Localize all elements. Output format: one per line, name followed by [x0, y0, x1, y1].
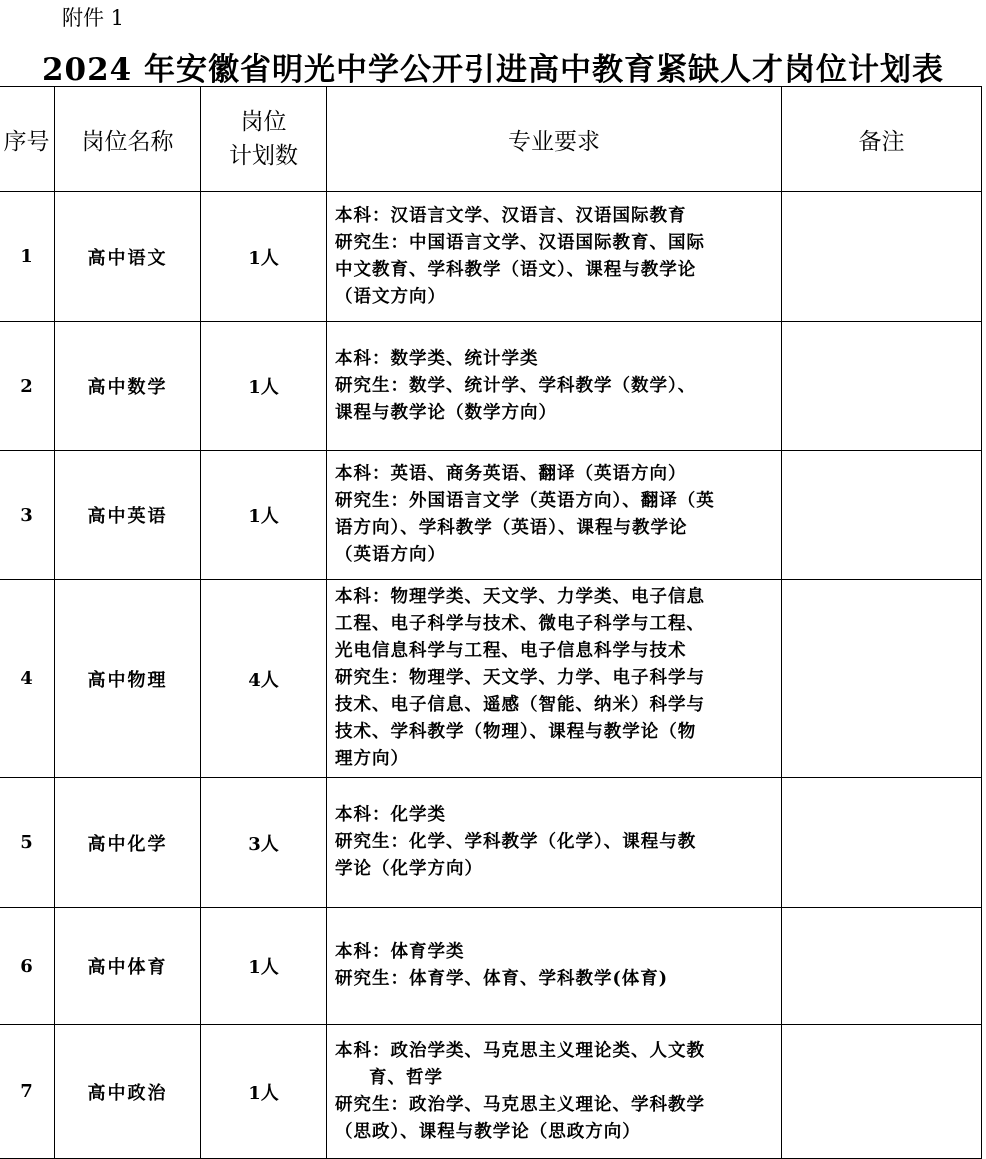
table-row: [0, 451, 982, 580]
row-post-name: 高中英语: [55, 451, 201, 580]
row-major-requirements: [327, 778, 782, 908]
requirement-line: （语文方向）: [335, 286, 446, 307]
row-no: 1: [0, 192, 55, 322]
document-title: 2024 年安徽省明光中学公开引进高中教育紧缺人才岗位计划表: [41, 52, 945, 88]
table-row: [0, 322, 982, 451]
row-no: 3: [0, 451, 55, 580]
row-major-requirements: [327, 192, 782, 322]
row-post-name: 高中体育: [55, 908, 201, 1025]
table-row: [0, 192, 982, 322]
requirement-line: 中文教育、学科教学（语文）、课程与教学论: [335, 259, 697, 280]
requirement-line: 课程与教学论（数学方向）: [335, 402, 557, 423]
row-post-name: 高中语文: [55, 192, 201, 322]
row-note: [782, 908, 982, 1025]
row-major-requirements: [327, 1025, 782, 1159]
row-note: [782, 778, 982, 908]
header-major-requirements: 专业要求: [327, 87, 782, 192]
requirement-line: 本科：化学类: [335, 805, 446, 825]
requirement-line: 技术、学科教学（物理）、课程与教学论（物: [335, 722, 697, 742]
requirement-line: 研究生：物理学、天文学、力学、电子科学与: [335, 668, 705, 688]
requirement-line: 育、哲学: [369, 1067, 443, 1088]
row-note: [782, 580, 982, 778]
header-post-name: 岗位名称: [55, 87, 201, 192]
row-note: [782, 1025, 982, 1159]
requirement-line: 光电信息科学与工程、电子信息科学与技术: [335, 641, 687, 661]
requirement-line: 研究生：化学、学科教学（化学）、课程与教: [335, 832, 697, 852]
row-plan-count: 1人: [201, 192, 327, 322]
requirement-line: （思政）、课程与教学论（思政方向）: [335, 1121, 641, 1142]
requirement-line: （英语方向）: [335, 545, 446, 565]
header-plan-count: [201, 87, 327, 192]
row-plan-count: 4人: [201, 580, 327, 778]
requirement-line: 本科：英语、商务英语、翻译（英语方向）: [335, 464, 687, 484]
requirement-line: 本科：体育学类: [335, 942, 465, 962]
requirement-line: 研究生：政治学、马克思主义理论、学科教学: [335, 1094, 705, 1115]
requirement-line: 语方向）、学科教学（英语）、课程与教学论: [335, 518, 688, 538]
row-major-requirements: [327, 451, 782, 580]
row-post-name: 高中物理: [55, 580, 201, 778]
requirement-line: 本科：政治学类、马克思主义理论类、人文教: [335, 1040, 705, 1061]
row-post-name: 高中政治: [55, 1025, 201, 1159]
row-note: [782, 192, 982, 322]
requirement-line: 工程、电子科学与技术、微电子科学与工程、: [335, 614, 705, 634]
row-no: 2: [0, 322, 55, 451]
table-row: [0, 908, 982, 1025]
requirement-line: 本科：汉语言文学、汉语言、汉语国际教育: [335, 205, 687, 226]
requirement-line: 研究生：外国语言文学（英语方向）、翻译（英: [335, 491, 715, 511]
table-row: [0, 778, 982, 908]
row-major-requirements: [327, 322, 782, 451]
table-row: [0, 1025, 982, 1159]
position-plan-table: [0, 86, 982, 1159]
row-no: 6: [0, 908, 55, 1025]
requirement-line: 本科：物理学类、天文学、力学类、电子信息: [335, 587, 705, 607]
row-plan-count: 1人: [201, 451, 327, 580]
row-major-requirements: [327, 580, 782, 778]
table-row: [0, 580, 982, 778]
row-post-name: 高中数学: [55, 322, 201, 451]
row-no: 5: [0, 778, 55, 908]
row-no: 4: [0, 580, 55, 778]
row-post-name: 高中化学: [55, 778, 201, 908]
header-note: 备注: [782, 87, 982, 192]
row-plan-count: 1人: [201, 322, 327, 451]
requirement-line: 研究生：数学、统计学、学科教学（数学）、: [335, 375, 697, 396]
requirement-line: 技术、电子信息、遥感（智能、纳米）科学与: [335, 695, 705, 715]
table-header-row: [0, 87, 982, 192]
requirement-line: 本科：数学类、统计学类: [335, 348, 539, 369]
row-plan-count: 3人: [201, 778, 327, 908]
header-plan-line2: 计划数: [229, 143, 298, 169]
attachment-label: 附件 1: [62, 6, 125, 30]
row-major-requirements: [327, 908, 782, 1025]
requirement-line: 研究生：体育学、体育、学科教学(体育): [335, 969, 669, 989]
row-plan-count: 1人: [201, 1025, 327, 1159]
requirement-line: 理方向）: [335, 749, 409, 769]
requirement-line: 研究生：中国语言文学、汉语国际教育、国际: [335, 232, 705, 253]
row-note: [782, 322, 982, 451]
row-plan-count: 1人: [201, 908, 327, 1025]
header-no: 序号: [0, 87, 55, 192]
header-plan-line1: 岗位: [240, 109, 287, 135]
row-no: 7: [0, 1025, 55, 1159]
requirement-line: 学论（化学方向）: [335, 859, 483, 879]
row-note: [782, 451, 982, 580]
